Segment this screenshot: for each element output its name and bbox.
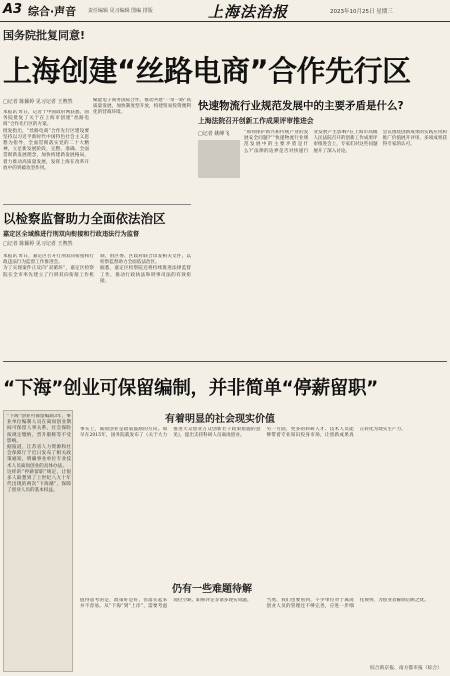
section-a-para: 另一方面，更多的科研人才、技术人员能够带着专业知识投身市场，让创新成果真正转化为现实生产力。 xyxy=(266,427,406,439)
sidebar-para: “下海”创业可保留编制3年，事业单位编制人员在离岗创业期间可保留人事关系，社会保险按规定缴纳，晋升职称等不受影响。 xyxy=(7,414,71,444)
story3-subhead: 嘉定区全域推进行刑双向衔接和行政违法行为监督 xyxy=(3,231,140,238)
date-line: 2023年10月25日 星期三 xyxy=(330,9,393,15)
story4-headline: “下海”创业可保留编制，并非简单“停薪留职” xyxy=(3,378,379,399)
story2-body xyxy=(244,130,447,355)
story1-para: 批复指出，“丝路电商”合作先行区建设要坚持以习近平新时代中国特色社会主义思想为指导，全面贯彻落实党的二十大精神，立足新发展阶段，完整、准确、全面贯彻新发展理念，加快构建新发展格局，着力推动高质量发展，发挥上海在改革开放中的突破攻坚作用。 xyxy=(3,128,89,171)
story4-author: 综合新京报、南方都市报（综合） xyxy=(370,666,442,671)
story1-para: 赋能电子商务国际合作，推动共建“一带一路”高质量发展，加快制度型开放，构建贸易投资便利化的营商环境。 xyxy=(93,98,191,116)
section-b-para: 值得思考的是，政策好是好，但落实起来并不容易。从“下海”到“上岸”，需要考虑岗位空缺、职称评定等诸多现实问题。 xyxy=(80,598,252,610)
story2-subhead: 上海法院召开创新工作成果评审推进会 xyxy=(198,117,314,125)
section-name: 综合·声音 xyxy=(28,5,77,18)
page-code: A3 xyxy=(3,2,23,17)
story1-headline: 上海创建“丝路电商”合作先行区 xyxy=(3,54,411,88)
story1-byline: □记者 陈颖婷 见习记者 王煦然 xyxy=(3,99,73,105)
story3-byline: □记者 陈颖婷 见习记者 王煦然 xyxy=(3,241,73,247)
section-a-body xyxy=(80,427,447,567)
sidebar-body xyxy=(7,414,71,669)
story3-headline: 以检察监督助力全面依法治区 xyxy=(3,211,166,226)
story2-byline: □记者 姚峰飞 xyxy=(198,131,230,137)
section-b-title: 仍有一些难题待解 xyxy=(172,584,252,595)
story2-photo xyxy=(198,140,240,178)
logo: 上海法治报 xyxy=(208,3,289,21)
editor-line: 责任编辑 见习编辑 图编 排版 xyxy=(88,8,153,14)
sidebar-para: 据报道，江苏省人力资源和社会保障厅于近日发布了相关政策通知，明确事业单位专业技术人员离岗创业的具体办法。 xyxy=(7,445,71,469)
section-a-para: 事实上，离岗创业是政策鼓励的方向。如早在2015年，国务院就发布了《关于大力推进大众创业万众创新若干政策措施的意见》，提出支持科研人员离岗创业。 xyxy=(80,427,261,439)
story2-para: “如何保护新兴和传统产业的发展安全问题?”“快递物流行业规范发展中的主要矛盾是什么?”法律的边界是否对快递行业发展产生影响?在上海市高级人民法院召开的创新工作成果评审推进会上，专家们对这些问题展开了深入讨论。 xyxy=(244,130,378,154)
section-b-body xyxy=(80,598,447,662)
story3-body xyxy=(3,254,191,354)
story3-para: 为了实现案件正反向“双循环”，嘉定区检察院在全市率先建立了行刑双向衔接工作机制，由区委、区政府联合印发相关文件，以检察监督助力全面依法治区。 xyxy=(3,254,191,278)
story4-sidebar xyxy=(3,410,73,672)
story1-col2 xyxy=(93,98,191,202)
story2-para: 会议围绕创新成果的实践应用和推广价值展开评审，多项成果获得专家的认可。 xyxy=(382,130,447,148)
story1-para: 本报讯 昨日，记者于中国政府网获悉，国务院批复了关于在上海市创建“丝路电商”合作先行区的方案。 xyxy=(3,110,89,128)
story3-para: 据悉，嘉定区检察院还将持续推进法律监督工作，推动行政执法和刑事司法的有效衔接。 xyxy=(100,266,191,284)
story3-para: 本报讯 昨日，嘉定区召开行刑双向衔接和行政违法行为监督工作推进会。 xyxy=(3,254,94,266)
section-a-title: 有着明显的社会现实价值 xyxy=(165,414,275,425)
story1-col1 xyxy=(3,110,89,202)
divider xyxy=(3,361,447,362)
section-b-para: 当然，我们也要看到，不少单位对于离岗创业人员的管理还不够完善，应进一步细化规则，为创业者解除后顾之忧。 xyxy=(266,598,429,610)
divider xyxy=(3,204,191,205)
story1-kicker: 国务院批复同意! xyxy=(3,29,86,42)
masthead xyxy=(0,0,450,22)
sidebar-para: 这样的“停薪留职”规定，让很多人联想到了上世纪八九十年代出现的两次“下海潮”，保障了创业人员的基本权益。 xyxy=(7,469,71,494)
story2-headline: 快速物流行业规范发展中的主要矛盾是什么? xyxy=(198,100,404,112)
